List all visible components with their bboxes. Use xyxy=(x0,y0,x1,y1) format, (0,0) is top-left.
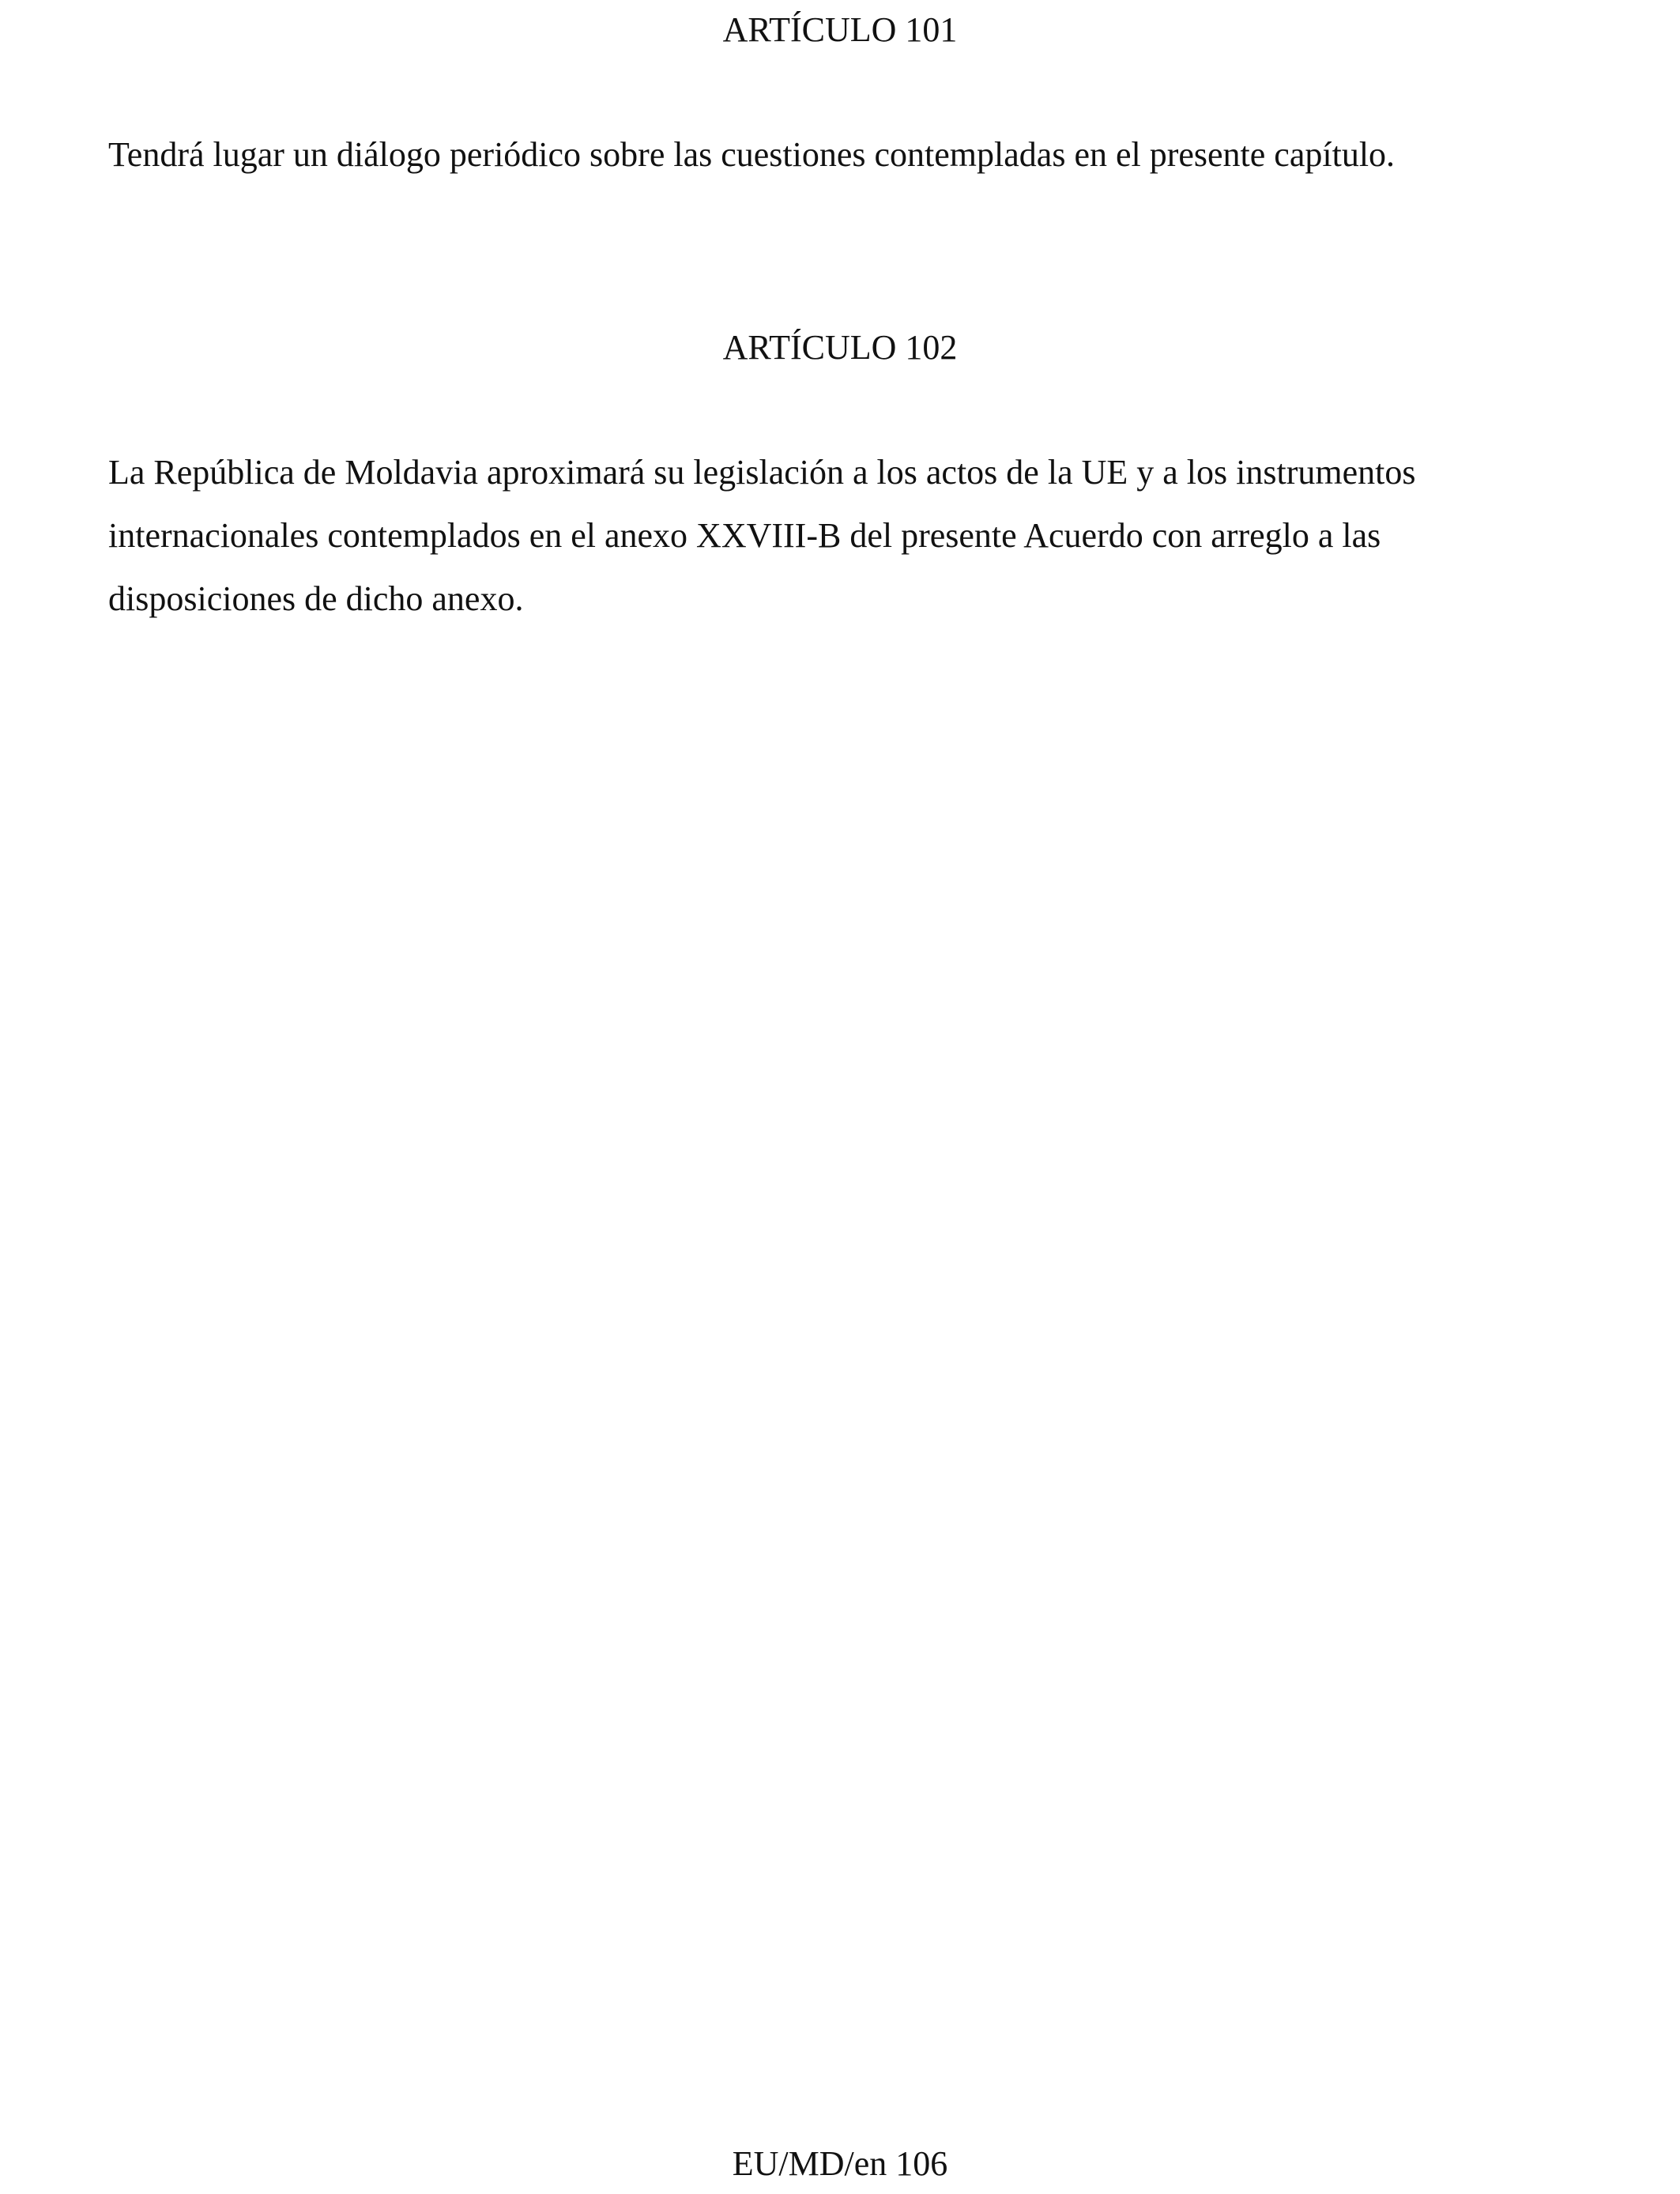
article-101-heading: ARTÍCULO 101 xyxy=(722,10,958,49)
article-102-paragraph xyxy=(108,441,1610,631)
paragraph-line: disposiciones de dicho anexo. xyxy=(108,579,524,618)
page-footer: EU/MD/en 106 xyxy=(732,2144,948,2183)
paragraph-line: internacionales contemplados en el anexo XXVIII-B del presente Acuerdo con arreglo a las xyxy=(108,516,1381,555)
paragraph-line: La República de Moldavia aproximará su legislación a los actos de la UE y a los instrumentos xyxy=(108,453,1416,492)
article-101-paragraph xyxy=(108,123,1610,187)
article-102-heading: ARTÍCULO 102 xyxy=(722,328,958,367)
paragraph-line: Tendrá lugar un diálogo periódico sobre las cuestiones contempladas en el presente capítulo. xyxy=(108,135,1396,174)
